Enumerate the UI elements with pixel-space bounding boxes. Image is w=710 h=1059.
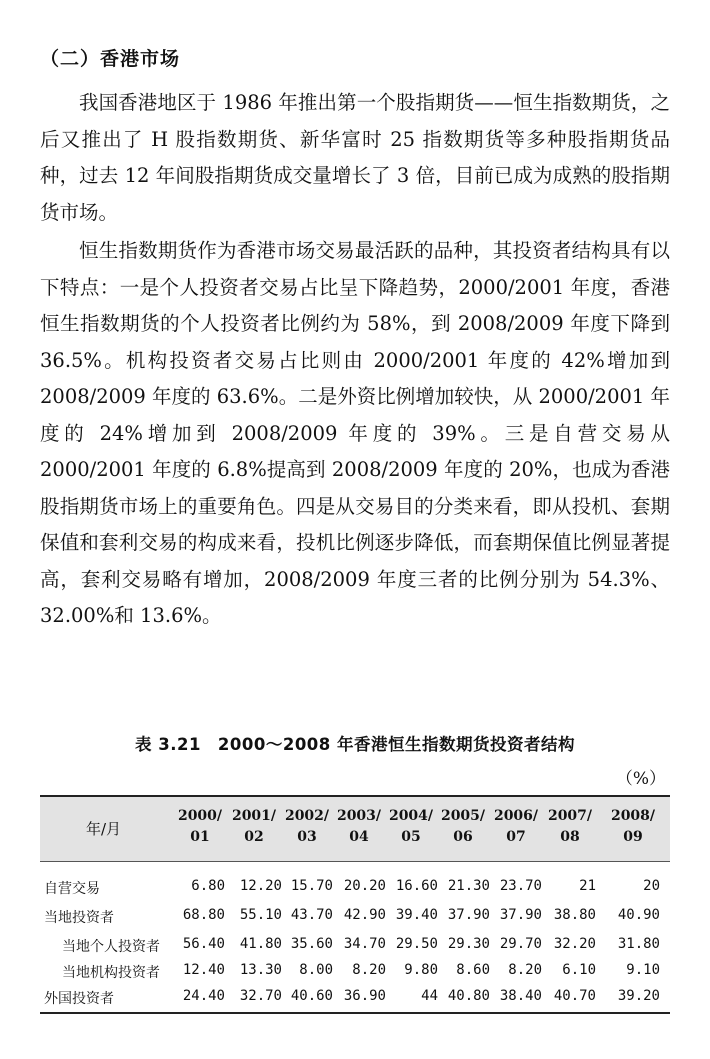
table-cell: 8.20 <box>508 962 542 978</box>
column-header-year: 2001/ <box>231 808 277 824</box>
section-heading: （二）香港市场 <box>40 48 181 70</box>
row-label: 当地机构投资者 <box>62 965 160 981</box>
table-cell: 38.40 <box>499 988 542 1004</box>
row-label: 当地个人投资者 <box>62 939 160 955</box>
column-header-year: 2003/ <box>336 808 382 824</box>
table-cell: 15.70 <box>290 878 333 894</box>
table-cell: 8.20 <box>352 962 386 978</box>
column-header-period: 05 <box>401 829 421 845</box>
table-cell: 29.30 <box>447 936 490 952</box>
column-header-year: 2002/ <box>284 808 330 824</box>
table-column-header <box>433 806 493 848</box>
column-header-period: 03 <box>297 829 317 845</box>
table-cell: 68.80 <box>182 907 225 923</box>
table-cell: 55.10 <box>239 907 282 923</box>
table-bottom-rule <box>40 1012 670 1014</box>
table-cell: 8.00 <box>299 962 333 978</box>
table-column-header <box>381 806 441 848</box>
table-cell: 6.80 <box>191 878 225 894</box>
column-header-year: 2005/ <box>440 808 486 824</box>
table-cell: 43.70 <box>290 907 333 923</box>
table-cell: 31.80 <box>617 936 660 952</box>
column-header-year: 2004/ <box>388 808 434 824</box>
table-cell: 35.60 <box>290 936 333 952</box>
column-header-period: 07 <box>506 829 526 845</box>
table-cell: 40.60 <box>290 988 333 1004</box>
table-cell: 29.70 <box>499 936 542 952</box>
table-cell: 39.40 <box>395 907 438 923</box>
row-label: 自营交易 <box>44 881 100 897</box>
table-cell: 9.80 <box>404 962 438 978</box>
table-cell: 21 <box>579 878 596 894</box>
table-cell: 56.40 <box>182 936 225 952</box>
table-cell: 12.40 <box>182 962 225 978</box>
column-header-period: 04 <box>349 829 369 845</box>
table-column-header <box>277 806 337 848</box>
table-cell: 8.60 <box>456 962 490 978</box>
table-cell: 20 <box>643 878 660 894</box>
table-cell: 40.80 <box>447 988 490 1004</box>
table-cell: 23.70 <box>499 878 542 894</box>
table-cell: 29.50 <box>395 936 438 952</box>
table-cell: 36.90 <box>343 988 386 1004</box>
table-column-header <box>603 806 663 848</box>
column-header-year: 2008/ <box>610 808 656 824</box>
table-caption: 表 3.21 2000～2008 年香港恒生指数期货投资者结构 <box>134 735 576 754</box>
table-cell: 38.80 <box>553 907 596 923</box>
paragraph-hk-market-intro: 我国香港地区于 1986 年推出第一个股指期货——恒生指数期货，之后又推出了 H 股指数期货、新华富时 25 指数期货等多种股指期货品种，过去 12 年间股指期货成交量增长了 3 倍，目前已成为成熟的股指期货市场。 <box>40 91 670 224</box>
table-unit: （%） <box>615 769 666 789</box>
table-cell: 16.60 <box>395 878 438 894</box>
column-header-period: 01 <box>190 829 210 845</box>
table-cell: 24.40 <box>182 988 225 1004</box>
column-header-period: 02 <box>244 829 264 845</box>
table-column-header <box>170 806 230 848</box>
paragraph-investor-structure: 恒生指数期货作为香港市场交易最活跃的品种，其投资者结构具有以下特点：一是个人投资者交易占比呈下降趋势，2000/2001 年度，香港恒生指数期货的个人投资者比例约为 58%，到 2008/2009 年度下降到 36.5%。机构投资者交易占比则由 2000/2001 年度的 42%增加到 2008/2009 年度的 63.6%。二是外资比例增加较快，从 2000/2001 年度的 24%增加到 2008/2009 年度的 39%。三是自营交易从 2000/2001 年度的 6.8%提高到 2008/2009 年度的 20%，也成为香港股指期货市场上的重要角色。四是从交易目的分类来看，即从投机、套期保值和套利交易的构成来看，投机比例逐步降低，而套期保值比例显著提高，套利交易略有增加，2008/2009 年度三者的比例分别为 54.3%、32.00%和 13.6%。 <box>40 239 670 627</box>
table-column-header <box>486 806 546 848</box>
table-cell: 34.70 <box>343 936 386 952</box>
table-column-header <box>329 806 389 848</box>
table-cell: 37.90 <box>499 907 542 923</box>
table-cell: 12.20 <box>239 878 282 894</box>
table-cell: 13.30 <box>239 962 282 978</box>
column-header-period: 08 <box>560 829 580 845</box>
column-header-year: 2006/ <box>493 808 539 824</box>
row-label: 当地投资者 <box>44 910 114 926</box>
table-column-header <box>224 806 284 848</box>
column-header-year: 2007/ <box>547 808 593 824</box>
table-cell: 41.80 <box>239 936 282 952</box>
table-row-header-label: 年/月 <box>86 820 122 838</box>
table-cell: 44 <box>421 988 438 1004</box>
table-cell: 42.90 <box>343 907 386 923</box>
table-cell: 21.30 <box>447 878 490 894</box>
table-cell: 32.20 <box>553 936 596 952</box>
column-header-period: 06 <box>453 829 473 845</box>
table-cell: 39.20 <box>617 988 660 1004</box>
table-cell: 6.10 <box>562 962 596 978</box>
table-cell: 9.10 <box>626 962 660 978</box>
row-label: 外国投资者 <box>44 991 114 1007</box>
table-cell: 20.20 <box>343 878 386 894</box>
table-header-rule <box>40 861 670 862</box>
column-header-period: 09 <box>623 829 643 845</box>
table-cell: 37.90 <box>447 907 490 923</box>
table-cell: 40.90 <box>617 907 660 923</box>
table-column-header <box>540 806 600 848</box>
table-cell: 40.70 <box>553 988 596 1004</box>
column-header-year: 2000/ <box>177 808 223 824</box>
table-cell: 32.70 <box>239 988 282 1004</box>
